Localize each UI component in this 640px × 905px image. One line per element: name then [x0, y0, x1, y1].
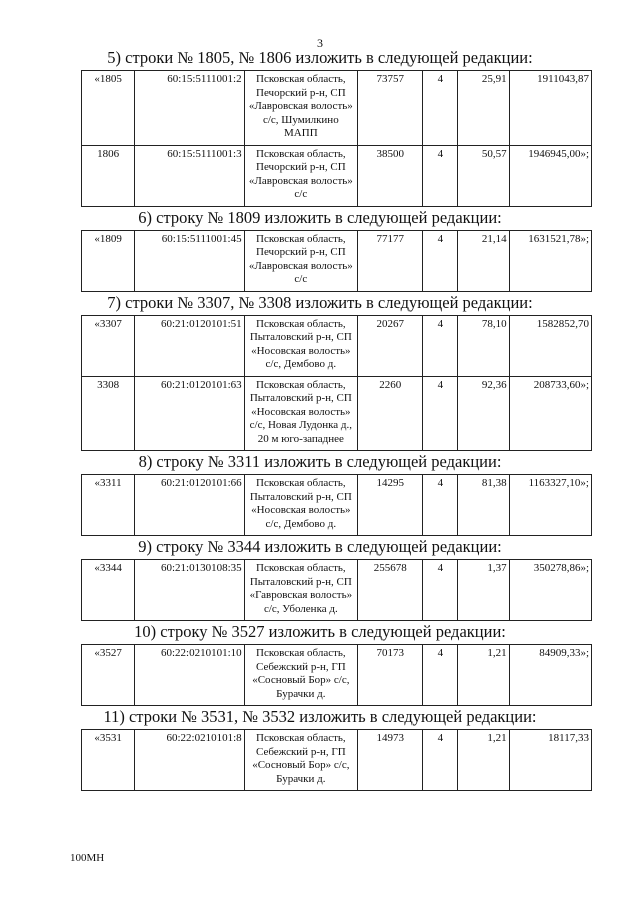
table-cell: 60:22:0210101:10: [135, 645, 244, 706]
table-cell: 255678: [358, 560, 423, 621]
table-cell: 4: [423, 645, 458, 706]
table-cell: Псковская область, Пыталовский р-н, СП «Носовская волость» с/с, Дембово д.: [244, 475, 357, 536]
table-row: [82, 145, 592, 206]
table-cell: Псковская область, Пыталовский р-н, СП «Носовская волость» с/с, Новая Лудонка д., 20 м юго-западнее: [244, 376, 357, 451]
table-cell: Псковская область, Пыталовский р-н, СП «Гавровская волость» с/с, Уболенка д.: [244, 560, 357, 621]
amendment-section: [0, 537, 640, 621]
table-cell: 1631521,78»;: [509, 230, 591, 291]
table-row: [82, 645, 592, 706]
table-cell: 4: [423, 730, 458, 791]
table-cell: 1911043,87: [509, 71, 591, 146]
footer-code: 100МН: [70, 852, 105, 864]
table-cell: 1806: [82, 145, 135, 206]
table-row: [82, 376, 592, 451]
table-row: [82, 475, 592, 536]
table-cell: «1809: [82, 230, 135, 291]
document-body: [0, 48, 640, 792]
table-cell: 77177: [358, 230, 423, 291]
section-heading: 7) строки № 3307, № 3308 изложить в следующей редакции:: [107, 292, 533, 312]
table-cell: 92,36: [458, 376, 509, 451]
table-row: [82, 560, 592, 621]
table-cell: 1,37: [458, 560, 509, 621]
table-cell: 350278,86»;: [509, 560, 591, 621]
table-cell: 25,91: [458, 71, 509, 146]
table-cell: 78,10: [458, 315, 509, 376]
registry-table: [81, 315, 592, 452]
amendment-section: [0, 707, 640, 791]
table-cell: 4: [423, 145, 458, 206]
table-cell: 4: [423, 71, 458, 146]
table-cell: 60:21:0120101:51: [135, 315, 244, 376]
table-cell: 14973: [358, 730, 423, 791]
table-cell: 208733,60»;: [509, 376, 591, 451]
table-cell: «3311: [82, 475, 135, 536]
table-cell: 20267: [358, 315, 423, 376]
registry-table: [81, 230, 592, 292]
table-cell: Псковская область, Печорский р-н, СП «Лавровская волость» с/с, Шумилкино МАПП: [244, 71, 357, 146]
amendment-section: [0, 452, 640, 536]
table-cell: 84909,33»;: [509, 645, 591, 706]
table-cell: 2260: [358, 376, 423, 451]
table-cell: 60:15:5111001:2: [135, 71, 244, 146]
section-heading: 6) строку № 1809 изложить в следующей редакции:: [138, 207, 502, 227]
table-cell: «3527: [82, 645, 135, 706]
table-row: [82, 730, 592, 791]
table-cell: «3307: [82, 315, 135, 376]
section-heading: 11) строки № 3531, № 3532 изложить в следующей редакции:: [103, 707, 537, 726]
table-cell: 4: [423, 315, 458, 376]
table-cell: «3344: [82, 560, 135, 621]
table-cell: 81,38: [458, 475, 509, 536]
table-cell: 3308: [82, 376, 135, 451]
table-cell: 21,14: [458, 230, 509, 291]
table-cell: 73757: [358, 71, 423, 146]
table-cell: 4: [423, 560, 458, 621]
table-cell: «1805: [82, 71, 135, 146]
amendment-section: [0, 622, 640, 706]
table-cell: 1946945,00»;: [509, 145, 591, 206]
section-heading: 9) строку № 3344 изложить в следующей редакции:: [138, 537, 502, 556]
table-cell: 50,57: [458, 145, 509, 206]
table-cell: Псковская область, Пыталовский р-н, СП «Носовская волость» с/с, Дембово д.: [244, 315, 357, 376]
table-cell: 18117,33: [509, 730, 591, 791]
table-cell: 4: [423, 376, 458, 451]
section-heading: 10) строку № 3527 изложить в следующей редакции:: [134, 622, 506, 641]
table-cell: Псковская область, Печорский р-н, СП «Лавровская волость» с/с: [244, 145, 357, 206]
table-cell: 60:15:5111001:45: [135, 230, 244, 291]
amendment-section: [0, 208, 640, 292]
table-row: [82, 315, 592, 376]
section-heading: 8) строку № 3311 изложить в следующей редакции:: [138, 452, 502, 471]
registry-table: [81, 559, 592, 621]
table-cell: 4: [423, 230, 458, 291]
table-cell: «3531: [82, 730, 135, 791]
table-cell: Псковская область, Себежский р-н, ГП «Сосновый Бор» с/с, Бурачки д.: [244, 645, 357, 706]
table-cell: 38500: [358, 145, 423, 206]
table-cell: 1,21: [458, 730, 509, 791]
table-cell: 60:22:0210101:8: [135, 730, 244, 791]
table-cell: 60:21:0120101:66: [135, 475, 244, 536]
table-cell: 1,21: [458, 645, 509, 706]
table-cell: 60:21:0120101:63: [135, 376, 244, 451]
table-cell: 14295: [358, 475, 423, 536]
table-cell: 60:21:0130108:35: [135, 560, 244, 621]
table-cell: 70173: [358, 645, 423, 706]
registry-table: [81, 729, 592, 791]
table-cell: 1163327,10»;: [509, 475, 591, 536]
page-number: 3: [317, 36, 323, 50]
table-row: [82, 71, 592, 146]
amendment-section: [0, 48, 640, 207]
table-cell: Псковская область, Печорский р-н, СП «Лавровская волость» с/с: [244, 230, 357, 291]
registry-table: [81, 644, 592, 706]
amendment-section: [0, 293, 640, 452]
table-cell: Псковская область, Себежский р-н, ГП «Сосновый Бор» с/с, Бурачки д.: [244, 730, 357, 791]
registry-table: [81, 474, 592, 536]
table-row: [82, 230, 592, 291]
table-cell: 4: [423, 475, 458, 536]
table-cell: 1582852,70: [509, 315, 591, 376]
registry-table: [81, 70, 592, 207]
table-cell: 60:15:5111001:3: [135, 145, 244, 206]
section-heading: 5) строки № 1805, № 1806 изложить в следующей редакции:: [107, 48, 533, 67]
